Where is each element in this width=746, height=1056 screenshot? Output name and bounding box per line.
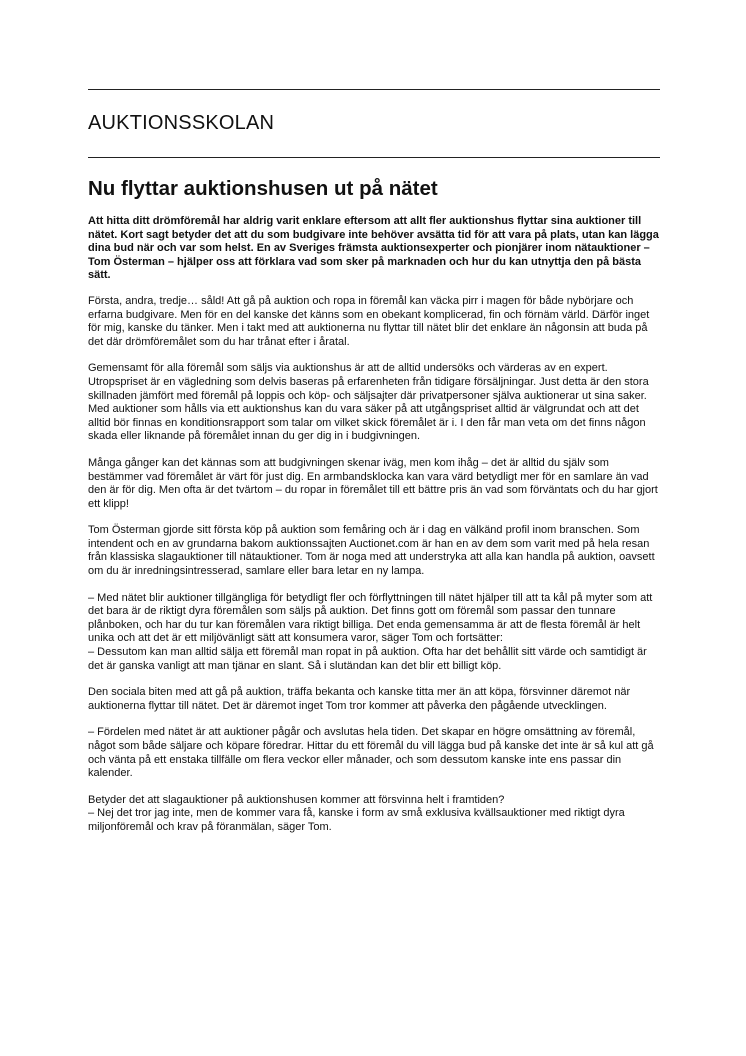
top-divider (88, 89, 660, 90)
article (88, 176, 663, 848)
article-paragraph: Betyder det att slagauktioner på auktionshusen kommer att försvinna helt i framtiden? – Nej det tror jag inte, men de kommer vara få, kanske i form av små exklusiva kvällsauktioner med riktigt dyra miljonföremål och krav på föranmälan, säger Tom. (88, 793, 625, 833)
article-lead: Att hitta ditt drömföremål har aldrig varit enklare eftersom att allt fler auktionshus flyttar sina auktioner till nätet. Kort sagt betyder det att du som budgivare inte behöver avsätta tid för att vara på plats, utan kan lägga dina bud när och var som helst. En av Sveriges främsta auktionsexperter och pionjärer inom nätauktioner – Tom Österman – hjälper oss att förklara vad som sker på marknaden och hur du kan utnyttja den på bästa sätt. (88, 215, 659, 282)
article-paragraph: Första, andra, tredje… såld! Att gå på auktion och ropa in föremål kan väcka pirr i magen för både nybörjare och erfarna budgivare. Men för en del kanske det känns som en obekant komplicerad, fin och förnäm värld. Därför inget för mig, kanske du tänker. Men i takt med att auktionerna nu flyttar till nätet blir det enklare än någonsin att buda på det där drömföremålet som du har trånat efter i åratal. (88, 294, 650, 348)
section-divider (88, 157, 660, 158)
article-paragraph: – Fördelen med nätet är att auktioner pågår och avslutas hela tiden. Det skapar en högre omsättning av föremål, något som både säljare och köpare föredrar. Hittar du ett föremål du vill lägga bud på kanske det inte är så kul att gå och vänta på ett enstaka tillfälle om flera veckor eller månader, och som dessutom kanske inte ens passar din kalender. (88, 726, 654, 780)
article-paragraph: Den sociala biten med att gå på auktion, träffa bekanta och kanske titta mer än att köpa, försvinner däremot när auktionerna flyttar till nätet. Det är däremot inget Tom tror kommer att påverka den pågående utvecklingen. (88, 686, 631, 712)
article-paragraph: – Med nätet blir auktioner tillgängliga för betydligt fler och förflyttningen till nätet hjälper till att ta kål på myter som att det bara är de riktigt dyra föremålen som säljs på auktion. Det finns gott om föremål som passar den tunnare plånboken, och har du tur kan föremålen vara riktigt billiga. Det enda gemensamma är att de flesta föremål är helt unika och att det är ett miljövänligt sätt att konsumera varor, säger Tom och fortsätter: – Dessutom kan man alltid sälja ett föremål man ropat in på auktion. Ofta har det behållit sitt värde och samtidigt är det är ganska vanligt att man tjänar en slant. Så i slutändan kan det blir ett billigt köp. (88, 591, 653, 672)
article-paragraph: Gemensamt för alla föremål som säljs via auktionshus är att de alltid undersöks och värderas av en expert. Utropspriset är en vägledning som delvis baseras på erfarenheten från tidigare försäljningar. Just detta är den stora skillnaden jämfört med föremål på loppis och köp- och säljsajter där privatpersoner själva auktionerar ut sina saker. Med auktioner som hålls via ett auktionshus kan du vara säker på att utgångspriset alltid är välgrundat och att det alltid bör finnas en konditionsrapport som talar om vilket skick föremålet är i. I den får man veta om det finns någon skada eller liknande på föremålet innan du ger dig in i budgivningen. (88, 362, 649, 443)
article-headline: Nu flyttar auktionshusen ut på nätet (88, 177, 438, 200)
section-title: AUKTIONSSKOLAN (88, 112, 275, 134)
article-paragraph: Tom Österman gjorde sitt första köp på auktion som femåring och är i dag en välkänd profil inom branschen. Som intendent och en av grundarna bakom auktionssajten Auctionet.com är han en av dem som varit med på hela resan från klassiska slagauktioner till nätauktioner. Tom är noga med att understryka att alla kan handla på auktion, oavsett om du är inredningsintresserad, samlare eller bara letar en ny lampa. (88, 524, 655, 578)
article-paragraph: Många gånger kan det kännas som att budgivningen skenar iväg, men kom ihåg – det är alltid du själv som bestämmer vad föremålet är värt för just dig. En armbandsklocka kan vara värd betydligt mer för en samlare än vad den är för dig. Men ofta är det tvärtom – du ropar in föremålet till ett bättre pris än vad som förväntats och du har gjort ett klipp! (88, 456, 658, 510)
